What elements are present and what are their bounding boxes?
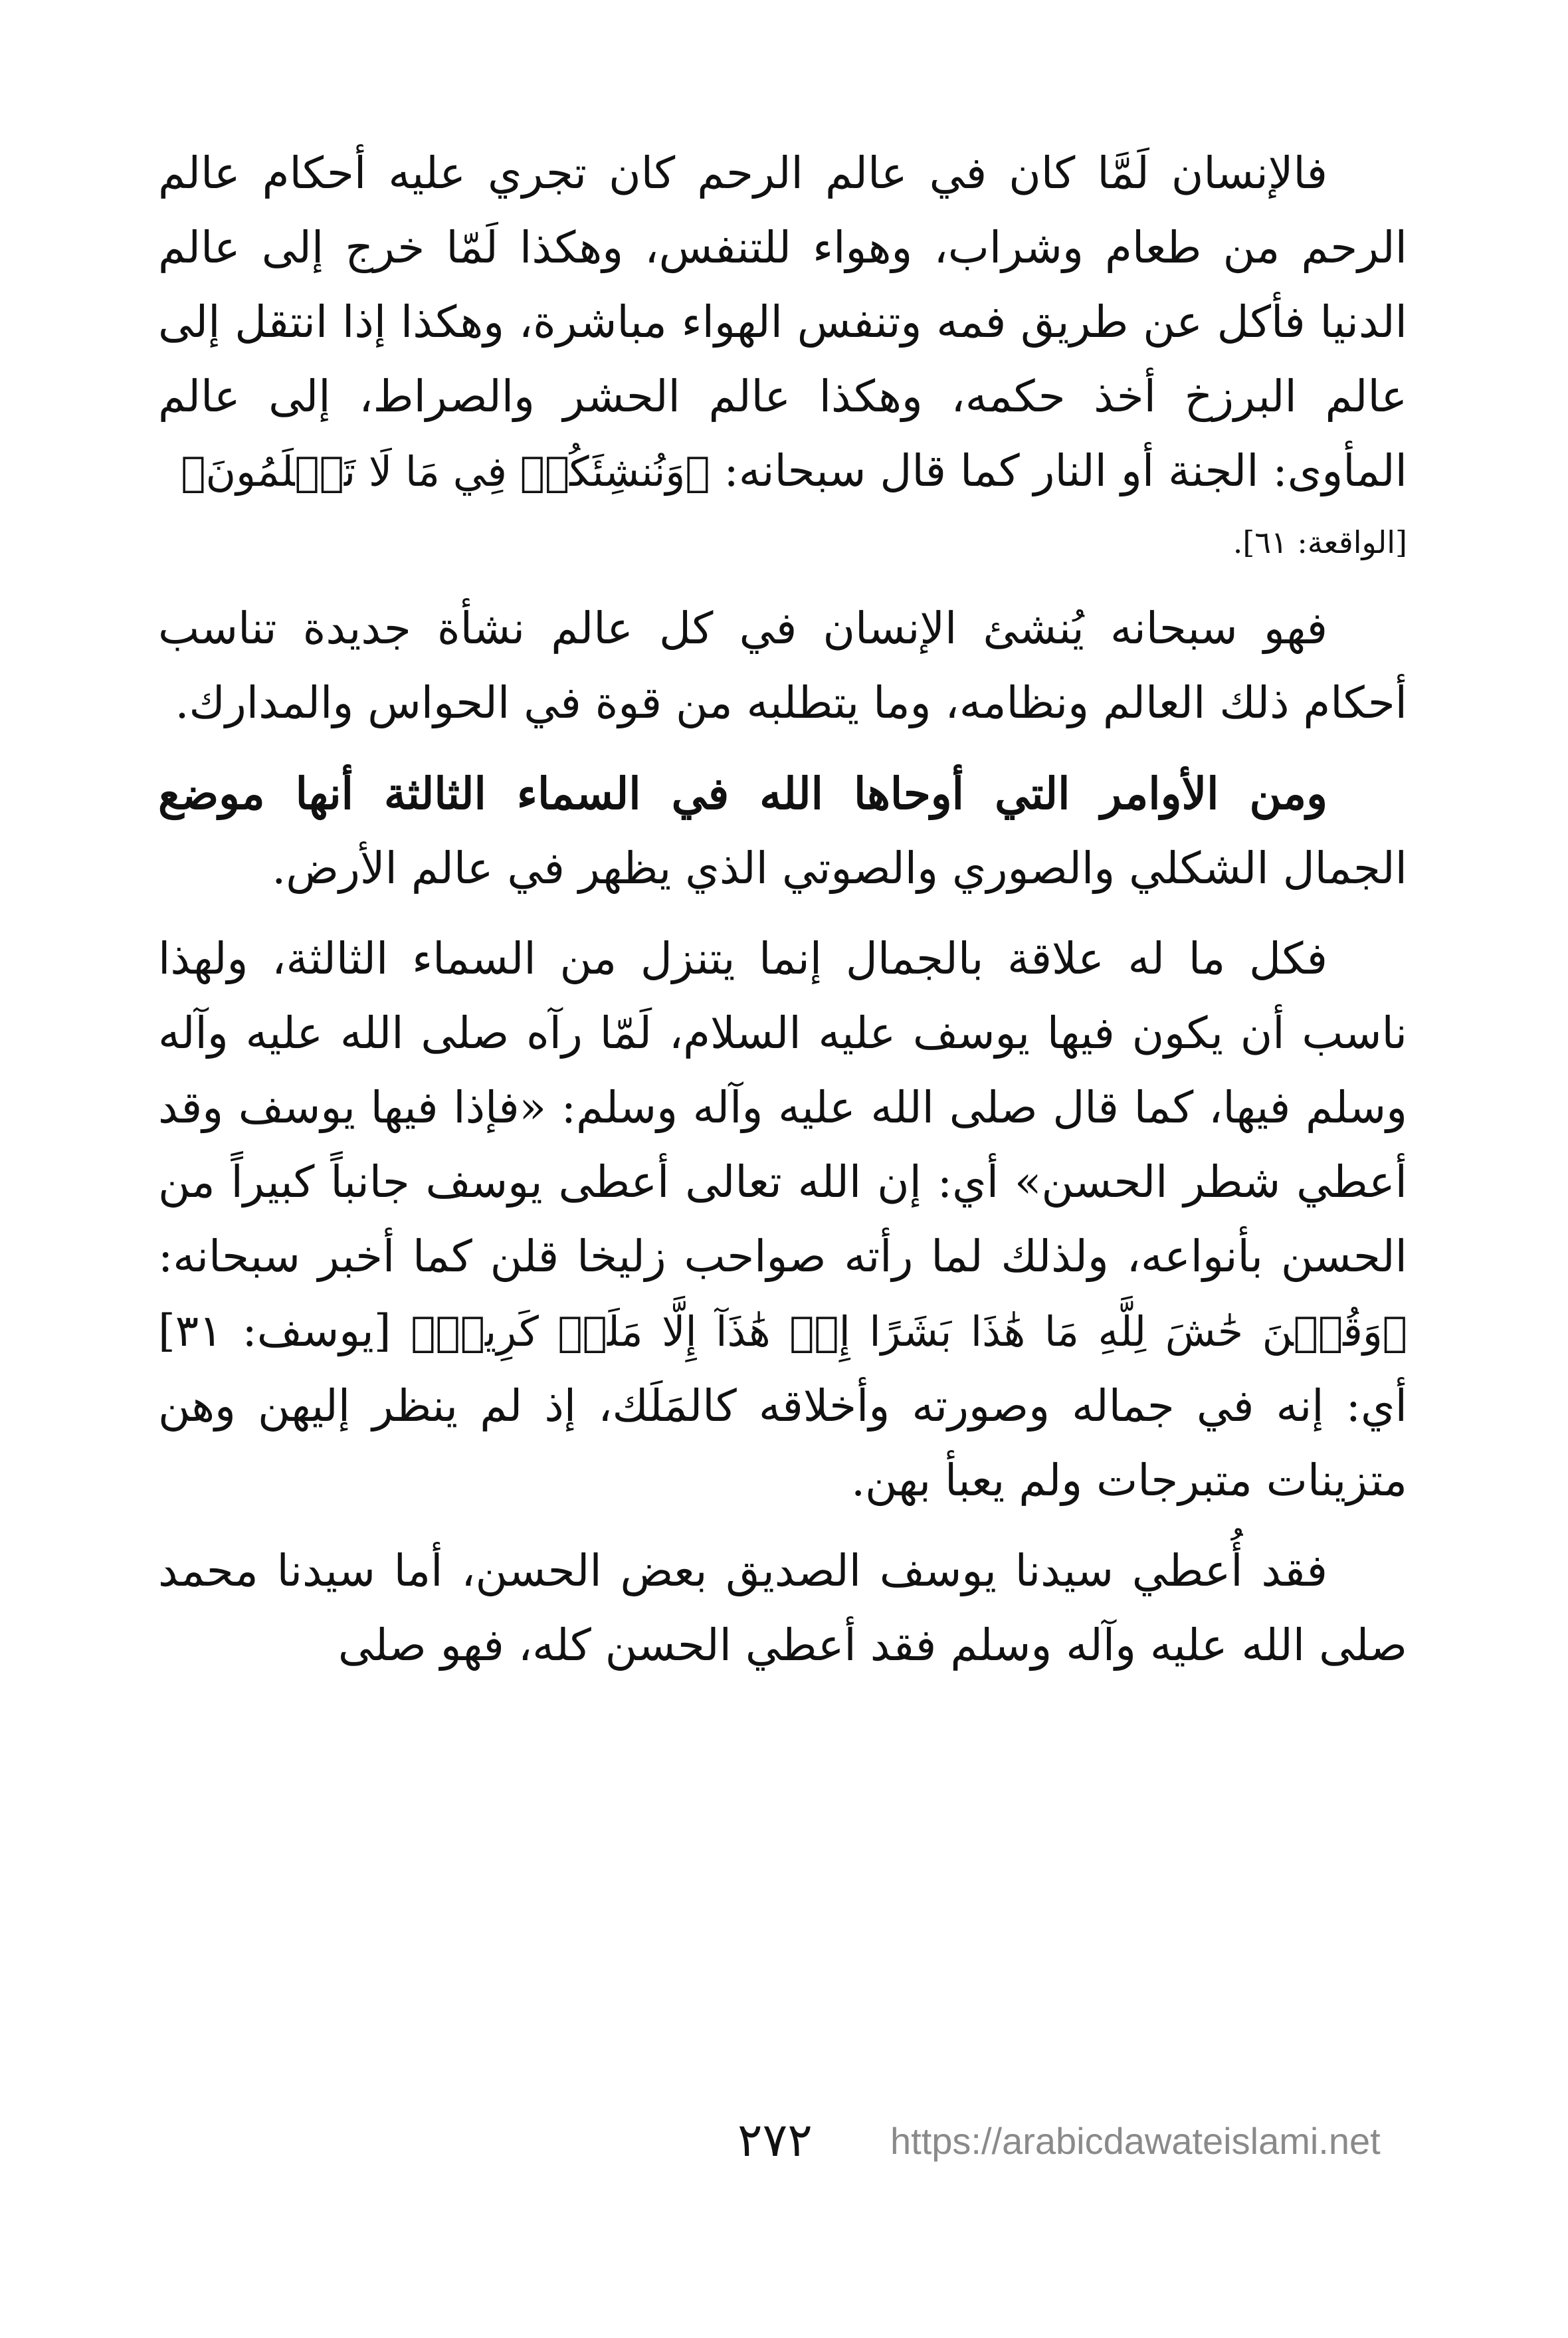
paragraph-5 xyxy=(158,1534,1407,1683)
body-text xyxy=(158,136,1407,1683)
verse-reference-waqiah: [الواقعة: ٦١]. xyxy=(1232,524,1407,560)
paragraph-1 xyxy=(158,136,1407,576)
paragraph-4-text-continued: أي: إن الله تعالى أعطى يوسف جانباً كبيراً من الحسن بأنواعه، ولذلك لما رأته صواحب زليخا قلن كما أخبر سبحانه: xyxy=(158,1156,1407,1282)
page-number: ٢٧٢ xyxy=(737,2113,813,2167)
paragraph-3-text: الجمال الشكلي والصوري والصوتي الذي يظهر في عالم الأرض. xyxy=(272,843,1407,894)
paragraph-1-text: فالإنسان لَمَّا كان في عالم الرحم كان تجري عليه أحكام عالم الرحم من طعام وشراب، وهواء للتنفس، وهكذا لَمّا خرج إلى عالم الدنيا فأكل عن طريق فمه وتنفس الهواء مباشرة، وهكذا إذا انتقل إلى عالم البرزخ أخذ حكمه، وهكذا عالم الحشر والصراط، إلى عالم المأوى: الجنة أو النار كما قال سبحانه: xyxy=(158,148,1407,496)
quran-verse-yusuf: ﴿وَقُلۡنَ حَٰشَ لِلَّهِ مَا هَٰذَا بَشَرًا إِنۡ هَٰذَآ إِلَّا مَلَكٞ كَرِيمٞ﴾ xyxy=(411,1307,1407,1356)
quran-verse-waqiah: ﴿وَنُنشِئَكُمۡ فِي مَا لَا تَعۡلَمُونَ﴾ xyxy=(181,447,710,496)
verse-reference-yusuf: [يوسف: ٣١] xyxy=(158,1305,391,1356)
hadith-quote: «فإذا فيها يوسف وقد أعطي شطر الحسن» xyxy=(158,1082,1408,1208)
paragraph-2 xyxy=(158,591,1407,740)
paragraph-4-text-end: أي: إنه في جماله وصورته وأخلاقه كالمَلَك، إذ لم ينظر إليهن وهن متزينات متبرجات ولم يعبأ بهن. xyxy=(158,1380,1407,1506)
paragraph-4-text: فكل ما له علاقة بالجمال إنما يتنزل من السماء الثالثة، ولهذا ناسب أن يكون فيها يوسف عليه السلام، لَمّا رآه صلى الله عليه وآله وسلم فيها، كما قال صلى الله عليه وآله وسلم: xyxy=(158,933,1407,1133)
paragraph-3-bold-lead: ومن الأوامر التي أوحاها الله في السماء الثالثة أنها موضع xyxy=(158,768,1327,819)
paragraph-3 xyxy=(158,756,1407,906)
paragraph-4 xyxy=(158,922,1407,1518)
website-watermark: https://arabicdawateislami.net xyxy=(890,2120,1381,2162)
page-footer xyxy=(0,2107,1568,2173)
paragraph-2-text: فهو سبحانه يُنشئ الإنسان في كل عالم نشأة جديدة تناسب أحكام ذلك العالم ونظامه، وما يتطلبه من قوة في الحواس والمدارك. xyxy=(158,603,1407,728)
paragraph-5-text: فقد أُعطي سيدنا يوسف الصديق بعض الحسن، أما سيدنا محمد صلى الله عليه وآله وسلم فقد أعطي الحسن كله، فهو صلى xyxy=(158,1545,1407,1671)
